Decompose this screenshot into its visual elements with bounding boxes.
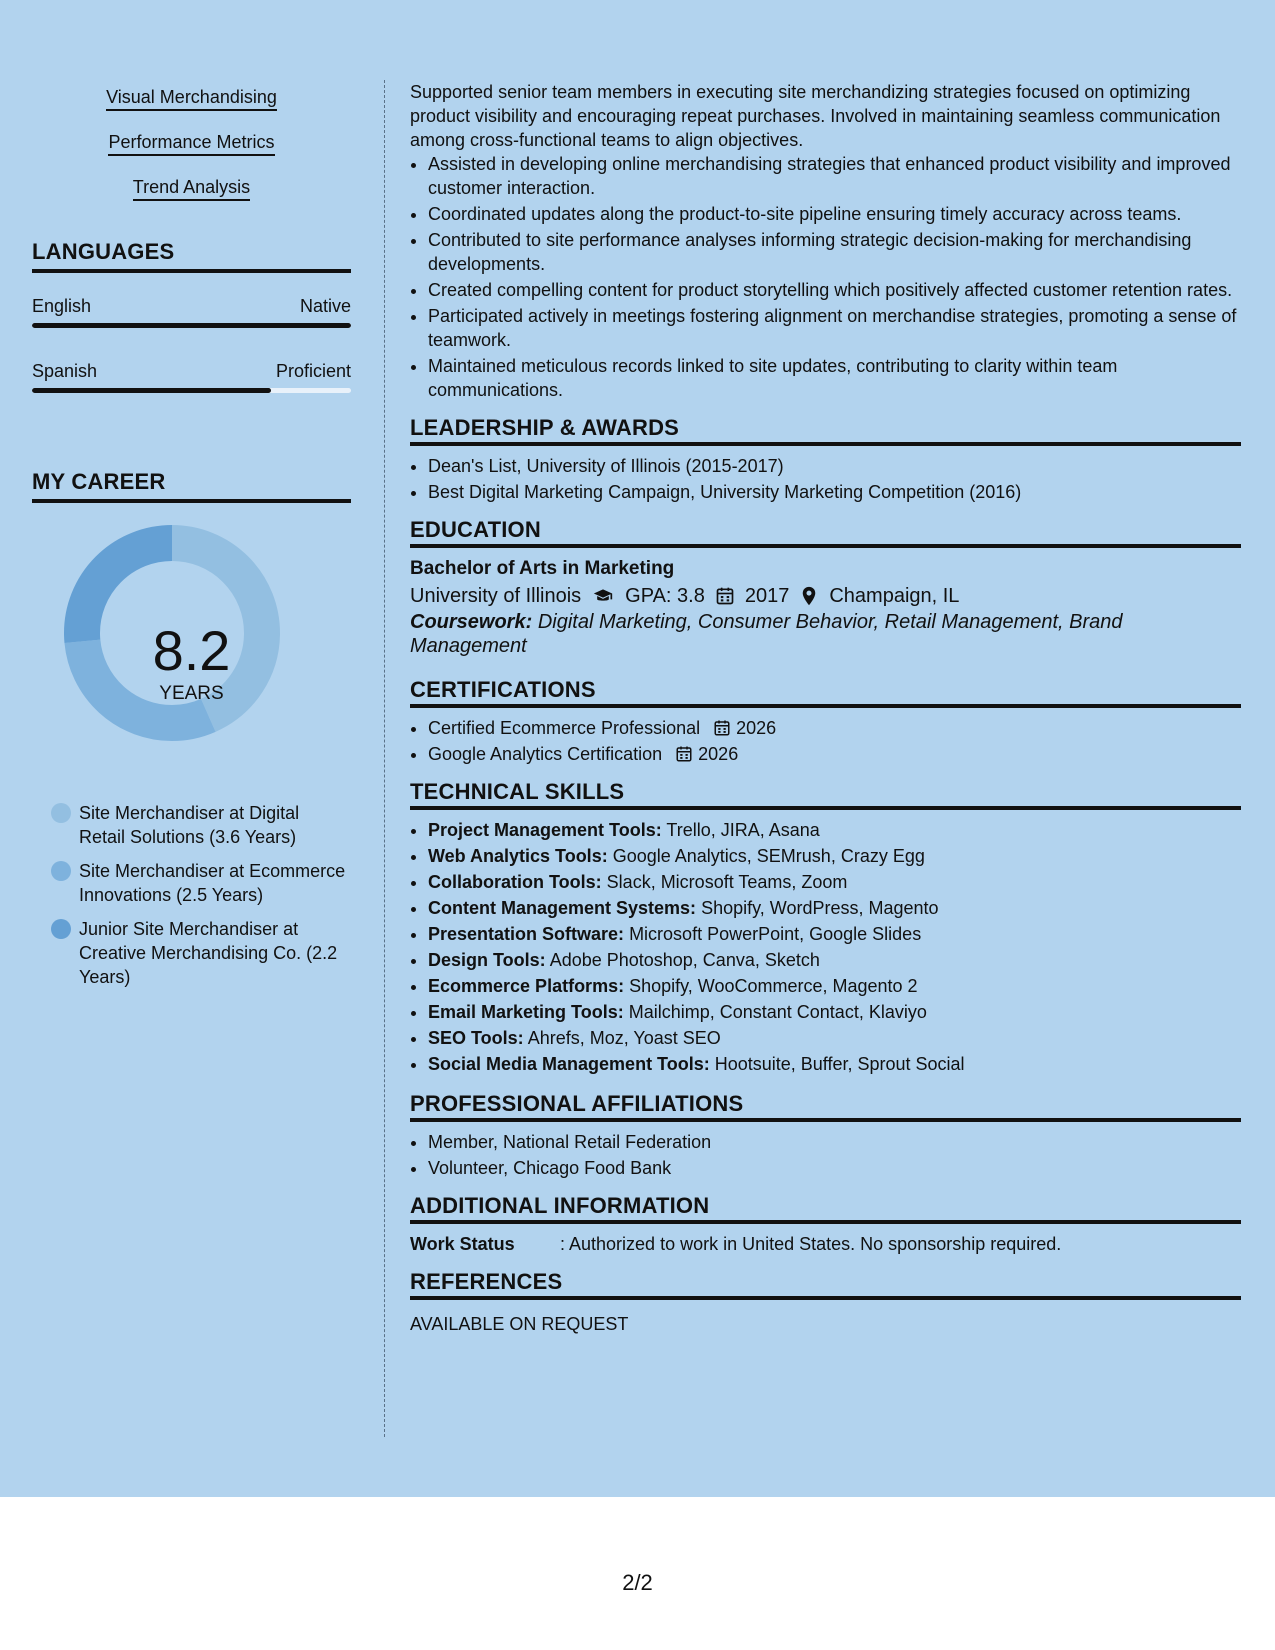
technical-skill-item: [428, 922, 1241, 946]
technical-skills-section: [410, 780, 1241, 1076]
column-divider: [384, 80, 385, 1437]
affiliation-item: • Volunteer, Chicago Food Bank: [428, 1156, 1241, 1180]
language-proficiency-bar: [32, 323, 351, 328]
skills-list: [32, 86, 351, 201]
skill-tools: Slack, Microsoft Teams, Zoom: [606, 872, 848, 892]
certification-name: Certified Ecommerce Professional: [428, 718, 701, 738]
experience-bullet: • Participated actively in meetings fostering alignment on merchandise strategies, promoting a sense of teamwork.: [428, 304, 1241, 352]
page-number: 2/2: [622, 1570, 653, 1595]
education-details: [410, 582, 1241, 610]
coursework: [410, 610, 1241, 658]
skill-item: Trend Analysis: [133, 176, 250, 201]
skill-tools: Ahrefs, Moz, Yoast SEO: [527, 1028, 721, 1048]
experience-bullet: • Maintained meticulous records linked to site updates, contributing to clarity within team communications.: [428, 354, 1241, 402]
leadership-heading: LEADERSHIP & AWARDS: [410, 416, 1241, 446]
skill-category: Social Media Management Tools:: [428, 1054, 710, 1074]
calendar-icon: [675, 745, 693, 763]
language-level: Proficient: [275, 361, 351, 381]
experience-bullet: • Assisted in developing online merchandising strategies that enhanced product visibility and improved customer interaction.: [428, 152, 1241, 200]
technical-skill-item: [428, 844, 1241, 868]
skill-tools: Hootsuite, Buffer, Sprout Social: [714, 1054, 965, 1074]
skill-category: Email Marketing Tools:: [428, 1002, 624, 1022]
work-status-row: [410, 1232, 1241, 1256]
career-donut-chart: [32, 523, 351, 773]
technical-skills-heading: TECHNICAL SKILLS: [410, 780, 1241, 810]
career-total: 8.2: [152, 619, 231, 682]
map-pin-icon: [799, 586, 819, 606]
graduation-cap-icon: [591, 586, 615, 606]
affiliations-section: [410, 1092, 1241, 1180]
technical-skill-item: [428, 870, 1241, 894]
language-proficiency-fill: [32, 323, 351, 328]
certification-name: Google Analytics Certification: [428, 744, 663, 764]
language-name: Spanish: [32, 361, 98, 381]
main-content: [410, 80, 1241, 1336]
certification-year: 2026: [698, 744, 739, 764]
legend-label: Site Merchandiser at Ecommerce Innovations (2.5 Years): [79, 861, 346, 905]
skill-category: Web Analytics Tools:: [428, 846, 608, 866]
legend-label: Junior Site Merchandiser at Creative Merchandising Co. (2.2 Years): [79, 919, 338, 987]
legend-dot: [51, 919, 71, 939]
skill-category: Design Tools:: [428, 950, 546, 970]
experience-summary: Supported senior team members in executing site merchandizing strategies focused on optimizing product visibility and encouraging repeat purchases. Involved in maintaining seamless communication among cross-functional teams to align objectives.: [410, 82, 1221, 150]
references-section: [410, 1270, 1241, 1336]
language-level: Native: [299, 296, 351, 316]
skill-item: Visual Merchandising: [106, 86, 277, 111]
skill-category: Project Management Tools:: [428, 820, 662, 840]
language-proficiency-fill: [32, 388, 271, 393]
award-item: • Best Digital Marketing Campaign, University Marketing Competition (2016): [428, 480, 1241, 504]
career-unit: YEARS: [159, 683, 224, 704]
technical-skill-item: [428, 974, 1241, 998]
skill-tools: Shopify, WordPress, Magento: [701, 898, 939, 918]
language-item: [32, 360, 351, 393]
skill-category: SEO Tools:: [428, 1028, 524, 1048]
skill-tools: Google Analytics, SEMrush, Crazy Egg: [612, 846, 925, 866]
technical-skill-item: [428, 1026, 1241, 1050]
skill-tools: Shopify, WooCommerce, Magento 2: [629, 976, 918, 996]
experience-bullet: • Contributed to site performance analyses informing strategic decision-making for merchandising developments.: [428, 228, 1241, 276]
leadership-section: [410, 416, 1241, 504]
references-text: AVAILABLE ON REQUEST: [410, 1314, 629, 1334]
language-proficiency-bar: [32, 388, 351, 393]
career-heading: MY CAREER: [32, 469, 351, 503]
coursework-list: Digital Marketing, Consumer Behavior, Retail Management, Brand Management: [410, 611, 1123, 657]
skill-category: Content Management Systems:: [428, 898, 697, 918]
career-legend-item: [32, 859, 351, 907]
certifications-section: [410, 678, 1241, 766]
skill-category: Collaboration Tools:: [428, 872, 602, 892]
language-item: [32, 295, 351, 328]
affiliation-item: • Member, National Retail Federation: [428, 1130, 1241, 1154]
technical-skill-item: [428, 948, 1241, 972]
education-heading: EDUCATION: [410, 518, 1241, 548]
skill-tools: Adobe Photoshop, Canva, Sketch: [549, 950, 820, 970]
certification-item: [428, 742, 1241, 766]
languages-heading: LANGUAGES: [32, 239, 351, 273]
gpa: GPA: 3.8: [625, 585, 705, 607]
career-legend-item: [32, 917, 351, 989]
certification-item: [428, 716, 1241, 740]
certifications-heading: CERTIFICATIONS: [410, 678, 1241, 708]
certification-year: 2026: [736, 718, 777, 738]
education-section: [410, 518, 1241, 658]
language-name: English: [32, 296, 92, 316]
affiliations-heading: PROFESSIONAL AFFILIATIONS: [410, 1092, 1241, 1122]
work-status-value: : Authorized to work in United States. No sponsorship required.: [560, 1234, 1062, 1254]
graduation-year: 2017: [744, 585, 790, 607]
school-location: Champaign, IL: [829, 585, 960, 607]
technical-skill-item: [428, 1052, 1241, 1076]
additional-info-heading: ADDITIONAL INFORMATION: [410, 1194, 1241, 1224]
legend-label: Site Merchandiser at Digital Retail Solutions (3.6 Years): [79, 803, 300, 847]
skill-tools: Microsoft PowerPoint, Google Slides: [629, 924, 922, 944]
calendar-icon: [715, 586, 735, 606]
skill-item: Performance Metrics: [108, 131, 274, 156]
career-legend: [32, 801, 351, 989]
sidebar: [32, 86, 351, 999]
career-legend-item: [32, 801, 351, 849]
experience-bullet: • Created compelling content for product storytelling which positively affected customer retention rates.: [428, 278, 1241, 302]
school-name: University of Illinois: [410, 585, 582, 607]
calendar-icon: [713, 719, 731, 737]
degree-title: Bachelor of Arts in Marketing: [410, 558, 675, 579]
additional-info-section: [410, 1194, 1241, 1256]
experience-bullets: [410, 152, 1241, 402]
work-status-label: Work Status: [410, 1234, 515, 1254]
technical-skill-item: [428, 1000, 1241, 1024]
skill-category: Presentation Software:: [428, 924, 625, 944]
coursework-label: Coursework:: [410, 611, 533, 633]
technical-skill-item: [428, 818, 1241, 842]
legend-dot: [51, 803, 71, 823]
references-heading: REFERENCES: [410, 1270, 1241, 1300]
award-item: • Dean's List, University of Illinois (2015-2017): [428, 454, 1241, 478]
skill-tools: Trello, JIRA, Asana: [666, 820, 820, 840]
technical-skill-item: [428, 896, 1241, 920]
experience-bullet: • Coordinated updates along the product-to-site pipeline ensuring timely accuracy across teams.: [428, 202, 1241, 226]
skill-category: Ecommerce Platforms:: [428, 976, 625, 996]
skill-tools: Mailchimp, Constant Contact, Klaviyo: [628, 1002, 927, 1022]
legend-dot: [51, 861, 71, 881]
